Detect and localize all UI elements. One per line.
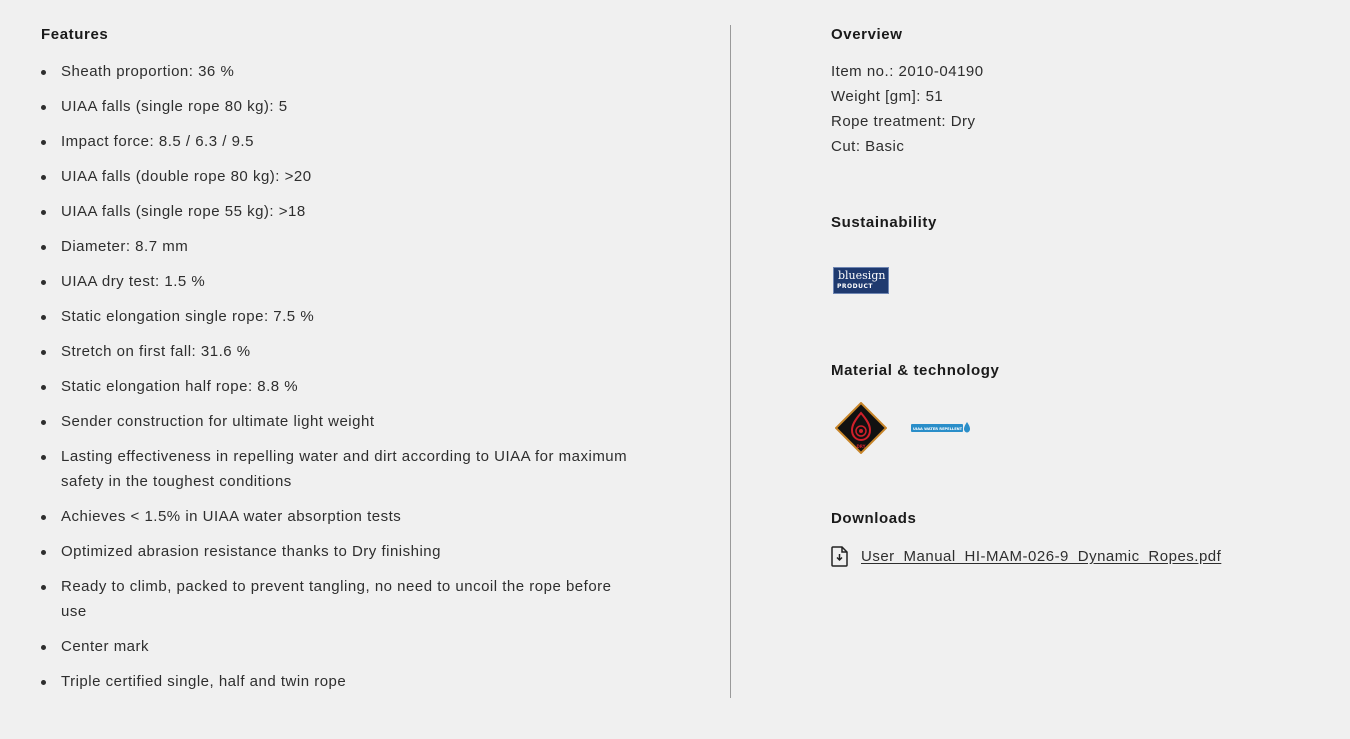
feature-item: Static elongation single rope: 7.5 % xyxy=(41,304,641,329)
file-download-icon xyxy=(831,546,849,567)
overview-item-cut: Cut: Basic xyxy=(831,138,905,155)
overview-item-number: Item no.: 2010-04190 xyxy=(831,63,984,80)
feature-item: Optimized abrasion resistance thanks to Dry finishing xyxy=(41,539,641,564)
feature-item: Ready to climb, packed to prevent tangling, no need to uncoil the rope before use xyxy=(41,574,641,624)
dry-badge-label: DRY xyxy=(856,444,866,449)
feature-item: Sheath proportion: 36 % xyxy=(41,59,641,84)
overview-list xyxy=(831,59,1311,159)
overview-item-treatment: Rope treatment: Dry xyxy=(831,113,976,130)
user-manual-download-link[interactable] xyxy=(831,546,1221,567)
dry-treatment-icon xyxy=(835,402,887,454)
feature-item: Triple certified single, half and twin rope xyxy=(41,669,641,694)
column-divider xyxy=(730,25,731,698)
feature-item: UIAA falls (double rope 80 kg): >20 xyxy=(41,164,641,189)
feature-item: Static elongation half rope: 8.8 % xyxy=(41,374,641,399)
overview-heading: Overview xyxy=(831,26,903,43)
downloads-heading: Downloads xyxy=(831,510,917,527)
feature-item: Sender construction for ultimate light weight xyxy=(41,409,641,434)
overview-section xyxy=(831,26,1311,159)
sustainability-section xyxy=(831,214,937,290)
feature-item: UIAA falls (single rope 55 kg): >18 xyxy=(41,199,641,224)
feature-item: Center mark xyxy=(41,634,641,659)
uiaa-water-repellent-icon xyxy=(911,421,971,435)
downloads-section xyxy=(831,510,1222,565)
feature-item: Lasting effectiveness in repelling water and dirt according to UIAA for maximum safety in the toughest conditions xyxy=(41,444,641,494)
features-section xyxy=(41,26,641,704)
user-manual-filename[interactable]: User_Manual_HI-MAM-026-9_Dynamic_Ropes.pdf xyxy=(861,548,1222,565)
material-technology-section xyxy=(831,362,1000,449)
material-heading: Material & technology xyxy=(831,362,1000,379)
feature-item: Stretch on first fall: 31.6 % xyxy=(41,339,641,364)
feature-item: Impact force: 8.5 / 6.3 / 9.5 xyxy=(41,129,641,154)
repellent-label: UIAA WATER REPELLENT xyxy=(913,427,963,431)
feature-item: Achieves < 1.5% in UIAA water absorption tests xyxy=(41,504,641,529)
bluesign-logo-text: bluesign xyxy=(838,269,886,282)
feature-item: UIAA dry test: 1.5 % xyxy=(41,269,641,294)
bluesign-logo-icon xyxy=(833,267,889,294)
overview-item-weight: Weight [gm]: 51 xyxy=(831,88,944,105)
features-heading: Features xyxy=(41,26,109,43)
sustainability-heading: Sustainability xyxy=(831,214,937,231)
feature-item: UIAA falls (single rope 80 kg): 5 xyxy=(41,94,641,119)
bluesign-logo-subtext: PRODUCT xyxy=(837,283,873,290)
feature-item: Diameter: 8.7 mm xyxy=(41,234,641,259)
features-list xyxy=(41,59,641,694)
